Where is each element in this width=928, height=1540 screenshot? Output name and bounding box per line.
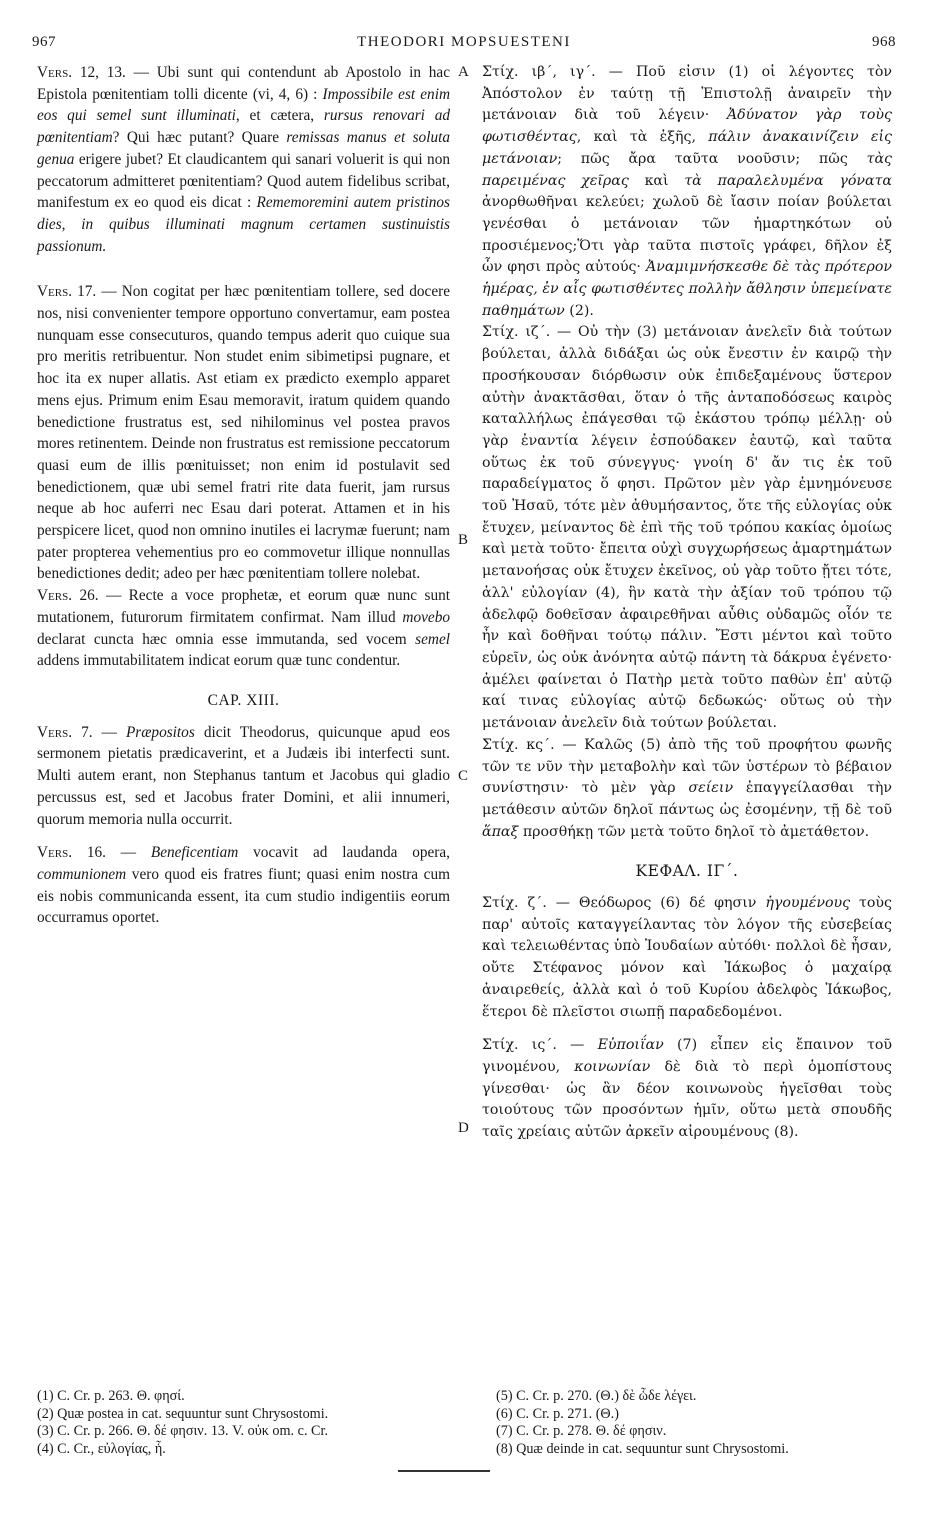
running-head: [32, 34, 896, 58]
latin-paragraph: Vers. 26. — Recte a voce prophetæ, et eorum quæ nunc sunt mutationem, futurorum firmitatem confirmat. Nam illud movebo declarat cuncta hæc omnia esse immutanda, sed vocem semel addens immutabilitatem indicat eorum quæ tunc condentur.: [37, 587, 450, 670]
page-number-left: 967: [32, 34, 56, 50]
latin-paragraph: Vers. 16. — Beneficentiam vocavit ad laudanda opera, communionem vero quod eis fratres fiunt; quasi enim nostra cum eis nobis communicanda essent, ita cum studio indigentiis eorum occurramus oportet.: [37, 844, 450, 927]
margin-marker-b: B: [458, 532, 469, 548]
verse-label: Vers. 26.: [37, 587, 99, 605]
chapter-heading: ΚΕΦΑΛ. ΙΓ΄.: [635, 862, 739, 881]
page-number-right: 968: [872, 34, 896, 50]
verse-label: Στίχ. ζ΄.: [482, 895, 547, 912]
verse-label: Στίχ. ις΄.: [482, 1037, 557, 1054]
footnotes-right: [496, 1388, 892, 1458]
footnote: (7) C. Cr. p. 278. Θ. δέ φησιν.: [496, 1423, 667, 1439]
footnote: (3) C. Cr. p. 266. Θ. δέ φησιν. 13. V. οὐκ om. c. Cr.: [37, 1423, 328, 1439]
chapter-heading: CAP. XIII.: [207, 691, 280, 709]
footnote: (1) C. Cr. p. 263. Θ. φησί.: [37, 1388, 185, 1404]
greek-paragraph: Στίχ. ις΄. — Εὐποιΐαν (7) εἶπεν εἰς ἔπαινον τοῦ γινομένου, κοινωνίαν δὲ διὰ τὸ περὶ ὁμοπίστους γίνεσθαι· ὡς ἂν δέον κοινωνοὺς ἡγεῖσθαι τοὺς τοιούτους τῶν προσόντων ἡμῖν, οὕτω μετὰ σπουδῆς ταῖς χρείαις αὐτῶν ἀρκεῖν αἱρουμένους (8).: [482, 1037, 893, 1141]
verse-label: Στίχ. ιζ΄.: [482, 324, 551, 341]
verse-label: Vers. 16.: [37, 844, 106, 862]
footnote: (2) Quæ postea in cat. sequuntur sunt Chrysostomi.: [37, 1405, 329, 1422]
footnote: (5) C. Cr. p. 270. (Θ.) δὲ ὧδε λέγει.: [496, 1388, 697, 1404]
footnote: (6) C. Cr. p. 271. (Θ.): [496, 1405, 619, 1422]
greek-paragraph: Στίχ. ιβ΄, ιγ΄. — Ποῦ εἰσιν (1) οἱ λέγοντες τὸν Ἀπόστολον ἐν ταύτῃ τῇ Ἐπιστολῇ ἀναιρεῖν τὴν μετάνοιαν διὰ τοῦ λέγειν· Ἀδύνατον γὰρ τοὺς φωτισθέντας, καὶ τὰ ἑξῆς, πάλιν ἀνακαινίζειν εἰς μετάνοιαν; πῶς ἄρα ταῦτα νοοῦσιν; πῶς τὰς παρειμένας χεῖρας καὶ τὰ παραλελυμένα γόνατα ἀνορθωθῆναι κελεύει; χωλοῦ δὲ ἴασιν ποίαν βούλεται γενέσθαι ὁ μετάνοιαν τῶν ἡμαρτηκότων οὐ προσιέμενος;Ὅτι γὰρ ταῦτα πιστοῖς γράφει, δῆλον ἐξ ὧν φησι πρὸς αὐτούς· Ἀναμιμνήσκεσθε δὲ τὰς πρότερον ἡμέρας, ἐν αἷς φωτισθέντες πολλὴν ἄθλησιν ὑπεμείνατε παθημάτων (2).: [482, 64, 893, 319]
greek-column: [482, 62, 892, 1144]
verse-label: Vers. 17.: [37, 283, 97, 301]
verse-label: Vers. 7.: [37, 723, 93, 741]
verse-label: Στίχ. ιβ΄, ιγ΄.: [482, 64, 596, 80]
margin-marker-d: D: [458, 1120, 469, 1136]
latin-paragraph: Vers. 7. — Præpositos dicit Theodorus, quicunque apud eos sermonem pietatis prædicaverint, et a Judæis ibi interfecti sunt. Multi autem erant, non Stephanus tantum et Jacobus qui gladio percussus est, sed et Jacobus frater Domini, et alii innumeri, quorum memoria nulla occurrit.: [37, 723, 450, 828]
verse-label: Στίχ. κς΄.: [482, 736, 555, 753]
latin-paragraph: Vers. 17. — Non cogitat per hæc pœnitentiam tollere, sed docere nos, nisi convenienter tempore opportuno convertamur, eam postea nunquam esse consecuturos, quando tempus aderit quo cuique sua pro meritis retribuentur. Non studet enim sibimetipsi pugnare, et hoc ita ex nuper allatis. Ast etiam ex prædicto exemplo apparet mens ejus. Primum enim Esau memoravit, iratum quidem quando benedictione frustratus est, sed nihilominus vel postea pravos mores retinentem. Deinde non frustratus est remissione peccatorum quasi eum de illis pœnituisset; non enim id postulavit sed benedictionem, quæ ubi semel fratri rite data fuerit, jam rursus neque ab hoc auferri nec Esau dari poterat. Attamen et in his perspicere licet, quod non omnino inutiles ei lacrymæ fuerunt; nam pater propterea vehementius pro eo commovetur illique nonnullas benedictiones dedit; adeo per hæc pœnitentiam tollere nolebat.: [37, 283, 451, 583]
greek-paragraph: Στίχ. κς΄. — Καλῶς (5) ἀπὸ τῆς τοῦ προφήτου φωνῆς τῶν τε νῦν τὴν μεταβολὴν καὶ τῶν ὑστέρων τὸ βέβαιον συνίστησιν· τὸ μὲν γὰρ σείειν ἐπαγγείλασθαι τὴν μετάθεσιν αὐτῶν δηλοῖ πάντως ὡς ἐσομένην, τῇ δὲ τοῦ ἅπαξ προσθήκῃ τῶν μετὰ τοῦτο δηλοῖ τὸ ἀμετάθετον.: [482, 736, 893, 840]
latin-paragraph: Vers. 12, 13. — Ubi sunt qui contendunt ab Apostolo in hac Epistola pœnitentiam tolli dicente (vi, 4, 6) : Impossibile est enim eos qui semel sunt illuminati, et cætera, rursus renovari ad pœnitentiam? Qui hæc putant? Quare remissas manus et soluta genua erigere jubet? Et claudicantem qui sanari voluerit is qui non peccatorum admitteret pœnitentiam? Quod autem fidelibus scribat, manifestum ex eo quod eis dicat : Rememoremini autem pristinos dies, in quibus illuminati magnum certamen sustinuistis passionum.: [37, 64, 451, 255]
margin-marker-a: A: [458, 64, 469, 80]
page-title: THEODORI MOPSUESTENI: [357, 34, 571, 50]
verse-label: Vers. 12, 13.: [37, 64, 126, 81]
greek-paragraph: Στίχ. ιζ΄. — Οὐ τὴν (3) μετάνοιαν ἀνελεῖν διὰ τούτων βούλεται, ἀλλὰ διδάξαι ὡς οὐκ ἔνεστιν ἐν καιρῷ τὴν προσήκουσαν διόρθωσιν οὐκ ἐπιδεξαμένους ὕστερον αὐτὴν ἀνακτᾶσθαι, ὅταν ὁ τῆς ἀνταποδόσεως καιρὸς καταλλήλως ἐπάγεσθαι τῷ ἑκάστου τρόπῳ μέλλῃ· οὐ γὰρ ἐναντία λέγειν ἐσπούδακεν ἑαυτῷ, καὶ ταῦτα οὕτως ἐκ τοῦ σύνεγγυς· γνοίη δ' ἄν τις ἐκ τοῦ παραδείγματος ὅ φησι. Πρῶτον μὲν γὰρ ἐμνημόνευσε τοῦ Ἠσαῦ, τότε μὲν ἀθυμήσαντος, ὅτε τῆς εὐλογίας οὐκ ἔτυχεν, μείναντος δὲ ἐπὶ τῆς τοῦ τρόπου κακίας ὁμοίως καὶ μετὰ τοῦτο· ἔπειτα οὐχὶ συγχωρήσεως ἁμαρτημάτων μετανοήσας οὐκ ἔτυχεν ἐκεῖνος, οὐ γὰρ τοῦτο ᾔτει τότε, ἀλλ' εὐλογίαν (4), ἣν κατὰ τὴν ἀξίαν τοῦ τρόπου τῷ ἀδελφῷ δοθεῖσαν ἀφαιρεθῆναι αὖθις οὐδαμῶς οἷόν τε ἦν καὶ δοθῆναι τούτῳ πάλιν. Ἔστι μέντοι καὶ τοῦτο εὑρεῖν, ὡς οὐκ ἀνόνητα αὐτῷ πάντη τὰ δάκρυα ἐγένετο· ἀμέλει φαίνεται ὁ Πατὴρ μετὰ τοῦτο παθὼν ἐπ' αὐτῷ καί τινας εὐλογίας αὐτῷ δεδωκώς· οὕτως οὐ τὴν μετάνοιαν ἀνελεῖν διὰ τούτων βούλεται.: [482, 324, 892, 732]
footnote: (4) C. Cr., εὐλογίας, ἧ.: [37, 1440, 166, 1457]
latin-column: [37, 62, 450, 929]
footnote: (8) Quæ deinde in cat. sequuntur sunt Chrysostomi.: [496, 1440, 789, 1457]
footnotes-left: [37, 1388, 450, 1458]
margin-marker-c: C: [458, 768, 469, 784]
greek-paragraph: Στίχ. ζ΄. — Θεόδωρος (6) δέ φησιν ἡγουμένους τοὺς παρ' αὐτοῖς καταγγείλαντας τὸν λόγον τῆς εὐσεβείας καὶ τελειωθέντας ὑπὸ Ἰουδαίων αὐτόθι· πολλοὶ δὲ ἦσαν, οὔτε Στέφανος μόνον καὶ Ἰάκωβος ὁ μαχαίρᾳ ἀναιρεθείς, ἀλλὰ καὶ ὁ τοῦ Κυρίου ἀδελφὸς Ἰάκωβος, ἕτεροι δὲ πλεῖστοι σιωπῇ παραδεδομένοι.: [482, 895, 892, 1020]
bottom-rule: [398, 1470, 490, 1472]
